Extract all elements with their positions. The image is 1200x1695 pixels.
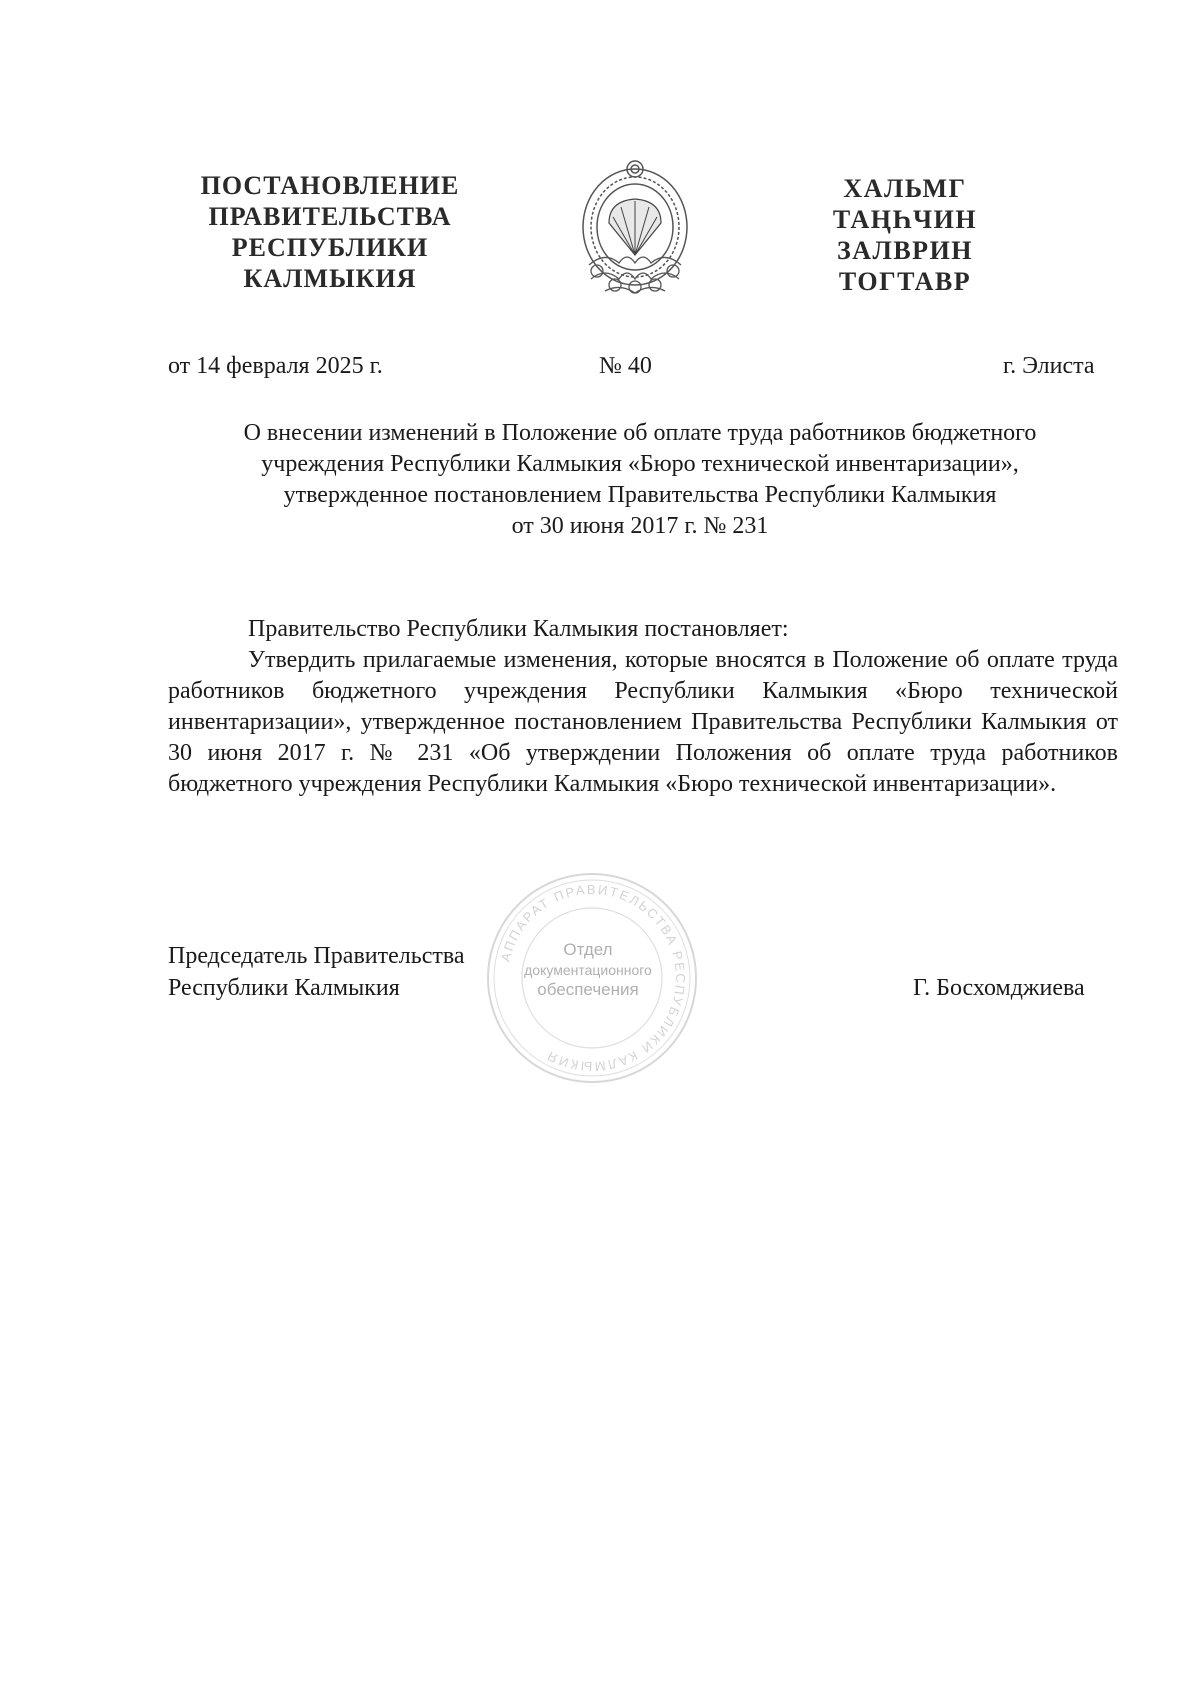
document-body [168, 614, 1118, 800]
header-kalmyk-title [800, 173, 1010, 297]
title-line: утвержденное постановлением Правительства Республики Калмыкия [283, 482, 997, 508]
title-line: от 30 июня 2017 г. № 231 [511, 513, 769, 539]
header-ru-line: ПРАВИТЕЛЬСТВА [208, 202, 452, 231]
signer-name: Г. Босхомджиева [913, 975, 1085, 1001]
header-kalm-line: ХАЛЬМГ [843, 174, 967, 203]
signer-position [168, 940, 465, 1004]
body-intro: Правительство Республики Калмыкия постановляет: [248, 616, 789, 642]
header-kalm-line: ТАҢҺЧИН [832, 205, 978, 234]
seal-center-text [518, 940, 658, 1000]
header-russian-title [160, 170, 500, 294]
seal-line: Отдел [563, 940, 613, 959]
document-date: от 14 февраля 2025 г. [168, 353, 383, 379]
document-number: № 40 [599, 353, 652, 379]
header-ru-line: РЕСПУБЛИКИ [231, 233, 429, 262]
document-title [160, 418, 1120, 542]
signer-position-line: Председатель Правительства [168, 943, 465, 969]
body-paragraph: Утвердить прилагаемые изменения, которые вносятся в Положение об оплате труда работников бюджетного учреждения Республики Калмыкия «Бюро технической инвентаризации», утвержденное постановлением Правительства Республики Калмыкия от 30 июня 2017 г. № 231 «Об утверждении Положения об оплате труда работников бюджетного учреждения Республики Калмыкия «Бюро технической инвентаризации». [168, 647, 1118, 797]
header-kalm-line: ТОГТАВР [838, 267, 972, 296]
seal-line: документационного [524, 962, 652, 978]
header-ru-line: КАЛМЫКИЯ [243, 264, 417, 293]
document-city: г. Элиста [1003, 353, 1095, 379]
signer-position-line: Республики Калмыкия [168, 975, 400, 1001]
kalmykia-coat-of-arms-icon [575, 155, 695, 305]
seal-line: обеспечения [537, 980, 639, 999]
header-kalm-line: ЗАЛВРИН [836, 236, 974, 265]
header-ru-line: ПОСТАНОВЛЕНИЕ [200, 171, 460, 200]
title-line: учреждения Республики Калмыкия «Бюро технической инвентаризации», [261, 451, 1019, 477]
svg-text:АППАРАТ ПРАВИТЕЛЬСТВА РЕСПУБЛИ: АППАРАТ ПРАВИТЕЛЬСТВА РЕСПУБЛИКИ КАЛМЫКИЯ [497, 881, 689, 1075]
title-line: О внесении изменений в Положение об оплате труда работников бюджетного [243, 420, 1037, 446]
